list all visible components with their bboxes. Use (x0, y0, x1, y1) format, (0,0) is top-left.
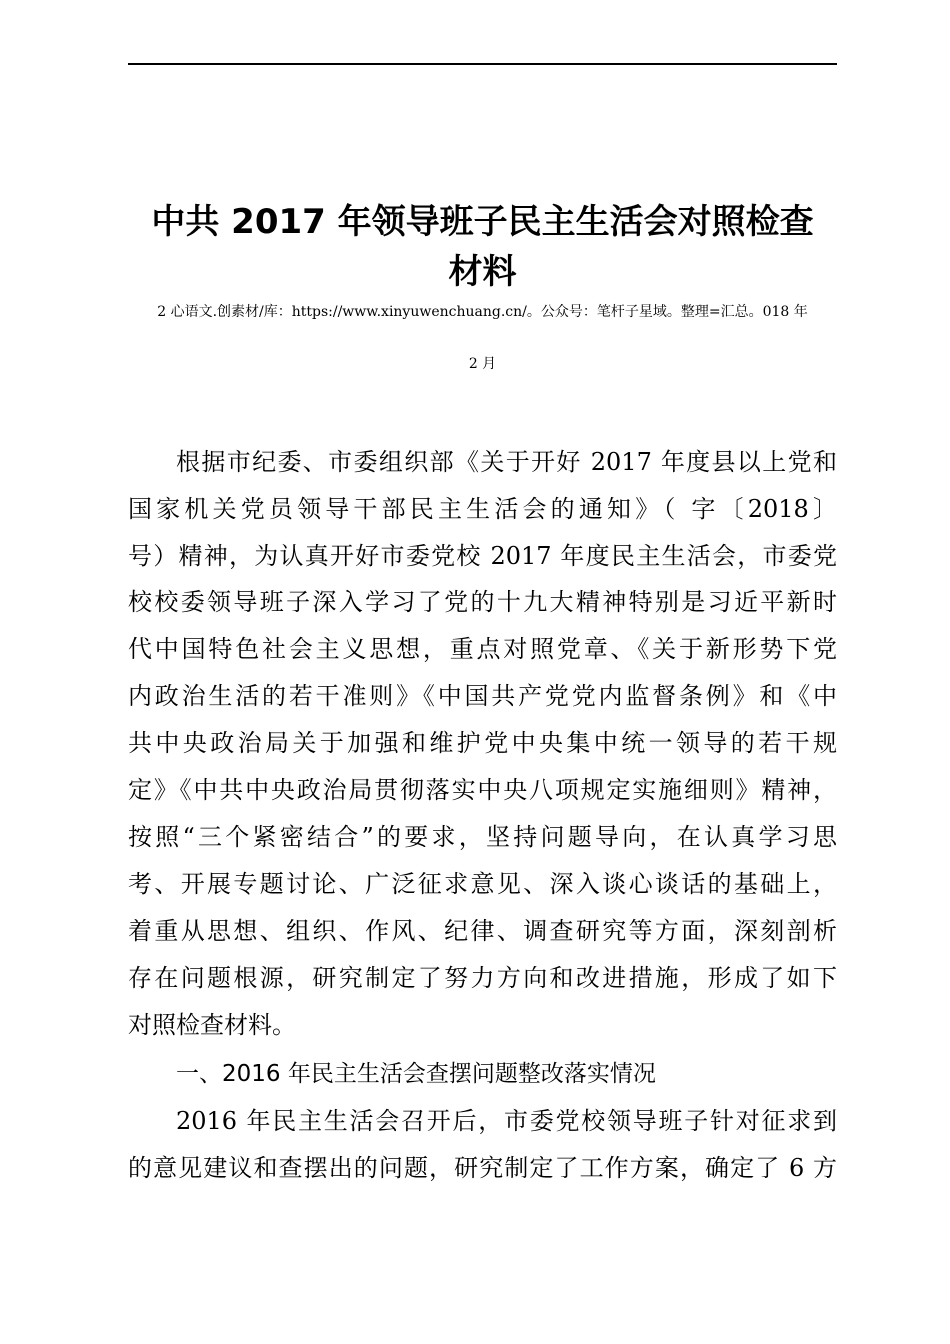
header-rule (128, 63, 837, 65)
section-heading: 一、2016 年民主生活会查摆问题整改落实情况 (176, 1061, 656, 1087)
title-line-1: 中共 2017 年领导班子民主生活会对照检查 (151, 202, 814, 242)
paragraph-line: 存在问题根源，研究制定了努力方向和改进措施，形成了如下 (128, 964, 837, 992)
paragraph-line: 按照“三个紧密结合”的要求，坚持问题导向，在认真学习思 (128, 823, 837, 851)
paragraph-line: 的意见建议和查摆出的问题，研究制定了工作方案，确定了 6 方 (128, 1154, 837, 1182)
paragraph-line: 着重从思想、组织、作风、纪律、调查研究等方面，深刻剖析 (128, 917, 837, 945)
paragraph-line: 校校委领导班子深入学习了党的十九大精神特别是习近平新时 (128, 588, 837, 616)
paragraph-line: 考、开展专题讨论、广泛征求意见、深入谈心谈话的基础上， (128, 870, 837, 898)
title-line-2: 材料 (448, 252, 517, 292)
paragraph-line: 根据市纪委、市委组织部《关于开好 2017 年度县以上党和 (176, 448, 837, 476)
paragraph-line: 内政治生活的若干准则》《中国共产党党内监督条例》和《中 (128, 682, 837, 710)
paragraph-line: 2016 年民主生活会召开后，市委党校领导班子针对征求到 (176, 1107, 837, 1135)
paragraph-line: 代中国特色社会主义思想，重点对照党章、《关于新形势下党 (128, 635, 837, 663)
paragraph-line: 国家机关党员领导干部民主生活会的通知》（ 字〔2018〕 (128, 495, 837, 523)
date-line: 2 月 (468, 356, 497, 372)
source-note: 2 心语文.创素材/库：https://www.xinyuwenchuang.cn/。公众号：笔杆子星域。整理=汇总。018 年 (157, 304, 808, 320)
paragraph-line: 对照检查材料。 (128, 1011, 296, 1039)
document-title (118, 197, 847, 297)
paragraph-line: 共中央政治局关于加强和维护党中央集中统一领导的若干规 (128, 729, 837, 757)
paragraph-line: 号）精神，为认真开好市委党校 2017 年度民主生活会，市委党 (128, 542, 837, 570)
paragraph-line: 定》《中共中央政治局贯彻落实中央八项规定实施细则》精神， (128, 776, 837, 804)
